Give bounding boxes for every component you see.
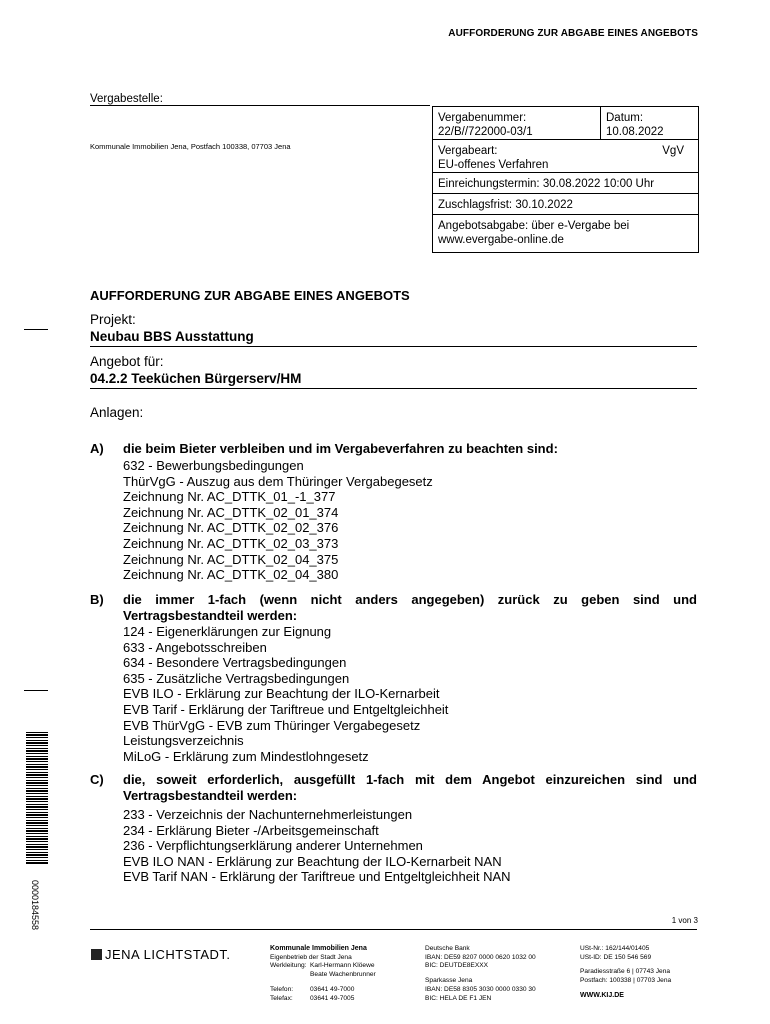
vergabeart-value: EU-offenes Verfahren [438, 159, 549, 171]
section-b-heading: die immer 1-fach (wenn nicht anders angegeben) zurück zu geben sind und Vertragsbestandteil werden: [123, 592, 697, 623]
bank1-bic: BIC: DEUTDE8EXXX [425, 962, 489, 970]
list-item: Zeichnung Nr. AC_DTTK_02_04_375 [123, 551, 339, 567]
vergabenummer-value: 22/B//722000-03/1 [438, 126, 533, 138]
barcode-number: 0000184558 [30, 880, 40, 931]
list-item: Zeichnung Nr. AC_DTTK_02_02_376 [123, 520, 339, 536]
einreichungstermin-cell: Einreichungstermin: 30.08.2022 10:00 Uhr [432, 173, 699, 194]
list-item: EVB Tarif NAN - Erklärung der Tariftreue und Entgeltgleichheit NAN [123, 869, 511, 885]
werkleitung-1: Karl-Hermann Klöewe [310, 962, 375, 970]
angebotsabgabe-cell [432, 215, 699, 253]
list-item: 124 - Eigenerklärungen zur Eignung [123, 624, 332, 639]
vergabeart-label: Vergabeart: [438, 145, 498, 157]
angebotsabgabe-line1: Angebotsabgabe: über e-Vergabe bei [438, 220, 630, 232]
section-a-heading: die beim Bieter verbleiben und im Vergabeverfahren zu beachten sind: [123, 441, 558, 456]
werkleitung-label: Werkleitung: [270, 962, 307, 970]
list-item: 236 - Verpflichtungserklärung anderer Unternehmen [123, 838, 423, 854]
footer-col-company [270, 945, 400, 1003]
bank2-name: Sparkasse Jena [425, 977, 473, 985]
section-c-items [123, 807, 511, 885]
footer-divider [90, 929, 697, 930]
telefon-value: 03641 49-7000 [310, 985, 355, 993]
list-item: 234 - Erklärung Bieter -/Arbeitsgemeinschaft [123, 822, 379, 838]
projekt-label: Projekt: [90, 312, 136, 327]
list-item: Zeichnung Nr. AC_DTTK_02_04_380 [123, 567, 339, 583]
bank1-name: Deutsche Bank [425, 945, 470, 952]
section-b-items [123, 624, 448, 764]
fold-mark-top [24, 329, 48, 330]
telefon-label: Telefon: [270, 985, 294, 993]
list-item: MiLoG - Erklärung zum Mindestlohngesetz [123, 748, 369, 764]
vergabestelle-address: Kommunale Immobilien Jena, Postfach 100338, 07703 Jena [90, 142, 291, 151]
website-link[interactable]: WWW.KIJ.DE [580, 991, 624, 999]
datum-label: Datum: [606, 112, 644, 124]
list-item: Leistungsverzeichnis [123, 733, 244, 749]
vergabestelle-label: Vergabestelle: [90, 93, 163, 105]
list-item: 634 - Besondere Vertragsbedingungen [123, 655, 347, 671]
datum-value: 10.08.2022 [606, 126, 664, 138]
barcode [26, 732, 48, 864]
logo-text: JENA LICHTSTADT. [105, 947, 231, 962]
street-address: Paradiesstraße 6 | 07743 Jena [580, 968, 671, 976]
list-item: 632 - Bewerbungsbedingungen [123, 458, 304, 473]
vergabestelle-underline [90, 105, 430, 106]
bank2-bic: BIC: HELA DE F1 JEN [425, 994, 492, 1002]
section-b-letter: B) [90, 592, 104, 607]
angebotsabgabe-line2: www.evergabe-online.de [438, 234, 564, 246]
datum-cell [600, 106, 699, 140]
telefax-label: Telefax: [270, 994, 293, 1002]
company-name: Kommunale Immobilien Jena [270, 945, 367, 952]
list-item: Zeichnung Nr. AC_DTTK_01_-1_377 [123, 489, 336, 505]
list-item: EVB ILO - Erklärung zur Beachtung der ILO-Kernarbeit [123, 686, 440, 702]
fold-mark-middle [24, 690, 48, 691]
postfach-address: Postfach: 100338 | 07703 Jena [580, 977, 672, 985]
projekt-underline [90, 346, 697, 347]
angebot-underline [90, 388, 697, 389]
werkleitung-2: Beate Wachenbrunner [310, 971, 376, 979]
section-a-items [123, 458, 433, 583]
footer-col-contact [580, 945, 671, 1001]
section-c-heading: die, soweit erforderlich, ausgefüllt 1-fach mit dem Angebot einzureichen sind und Vertragsbestandteil werden: [123, 772, 697, 803]
angebot-label: Angebot für: [90, 354, 164, 369]
document-header-title: AUFFORDERUNG ZUR ABGABE EINES ANGEBOTS [448, 28, 698, 39]
list-item: 233 - Verzeichnis der Nachunternehmerleistungen [123, 807, 413, 822]
vergabeart-cell [432, 140, 699, 173]
ust-id: USt-ID: DE 150 546 569 [580, 953, 652, 961]
bank2-iban: IBAN: DE58 8305 3030 0000 0330 30 [425, 985, 536, 993]
projekt-value: Neubau BBS Ausstattung [90, 329, 254, 344]
bank1-iban: IBAN: DE59 8207 0000 0620 1032 00 [425, 953, 536, 961]
list-item: EVB ILO NAN - Erklärung zur Beachtung der ILO-Kernarbeit NAN [123, 853, 502, 869]
anlagen-label: Anlagen: [90, 405, 144, 420]
telefax-value: 03641 49-7005 [310, 994, 355, 1002]
angebot-value: 04.2.2 Teeküchen Bürgerserv/HM [90, 371, 302, 386]
jena-logo [91, 947, 231, 962]
info-box [432, 106, 699, 253]
company-sub: Eigenbetrieb der Stadt Jena [270, 953, 352, 961]
list-item: ThürVgG - Auszug aus dem Thüringer Vergabegesetz [123, 473, 433, 489]
vergabenummer-label: Vergabenummer: [438, 112, 527, 124]
footer-col-bank [425, 945, 536, 1003]
logo-square-icon [91, 949, 102, 960]
list-item: EVB Tarif - Erklärung der Tariftreue und Entgeltgleichheit [123, 701, 449, 717]
list-item: Zeichnung Nr. AC_DTTK_02_01_374 [123, 504, 339, 520]
vergabenummer-cell [432, 106, 600, 140]
main-title: AUFFORDERUNG ZUR ABGABE EINES ANGEBOTS [90, 288, 410, 303]
list-item: Zeichnung Nr. AC_DTTK_02_03_373 [123, 535, 339, 551]
list-item: 633 - Angebotsschreiben [123, 639, 267, 655]
vgv-label: VgV [662, 145, 684, 157]
section-a-letter: A) [90, 441, 104, 456]
list-item: EVB ThürVgG - EVB zum Thüringer Vergabegesetz [123, 717, 421, 733]
zuschlagsfrist-cell: Zuschlagsfrist: 30.10.2022 [432, 194, 699, 215]
ust-nr: USt-Nr.: 162/144/01405 [580, 945, 650, 952]
page-number: 1 von 3 [671, 916, 698, 925]
list-item: 635 - Zusätzliche Vertragsbedingungen [123, 670, 350, 686]
section-c-letter: C) [90, 772, 104, 787]
